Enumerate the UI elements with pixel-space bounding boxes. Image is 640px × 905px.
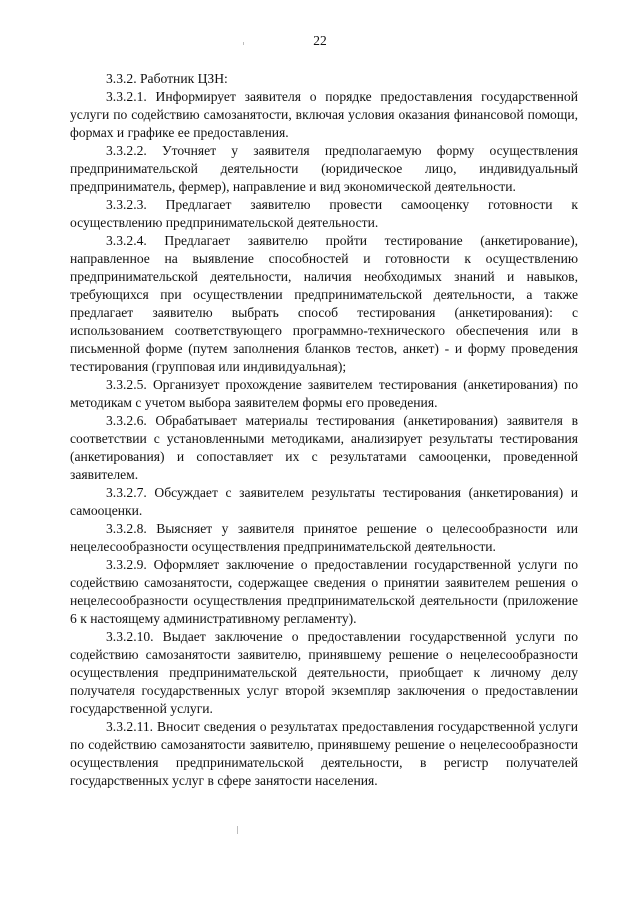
scan-speck-top <box>243 42 244 45</box>
paragraph-3-3-2-9: 3.3.2.9. Оформляет заключение о предоставлении государственной услуги по содействию самозанятости, содержащее сведения о принятии заявителем решения о нецелесообразности осуществления предпринимательской деятельности (приложение 6 к настоящему административному регламенту). <box>70 557 578 626</box>
paragraph-3-3-2-10: 3.3.2.10. Выдает заключение о предоставлении государственной услуги по содействию самозанятости заявителю, принявшему решение о нецелесообразности осуществления предпринимательской деятельности, приобщает к личному делу получателя государственных услуг второй экземпляр заключения о предоставлении государственной услуги. <box>70 629 578 716</box>
section-body <box>70 70 578 790</box>
paragraph-3-3-2-7: 3.3.2.7. Обсуждает с заявителем результаты тестирования (анкетирования) и самооценки. <box>70 485 578 518</box>
paragraph-3-3-2-8: 3.3.2.8. Выясняет у заявителя принятое решение о целесообразности или нецелесообразности осуществления предпринимательской деятельности. <box>70 521 578 554</box>
paragraph-3-3-2-5: 3.3.2.5. Организует прохождение заявителем тестирования (анкетирования) по методикам с учетом выбора заявителем формы его проведения. <box>70 377 578 410</box>
section-heading: 3.3.2. Работник ЦЗН: <box>106 71 228 86</box>
paragraph-3-3-2-4: 3.3.2.4. Предлагает заявителю пройти тестирование (анкетирование), направленное на выявление способностей и готовности к осуществлению предпринимательской деятельности, наличия необходимых знаний и навыков, требующихся при осуществлении предпринимательской деятельности, а также предлагает заявителю выбрать способ тестирования (анкетирования): с использованием соответствующего программно-технического обеспечения или в письменной форме (путем заполнения бланков тестов, анкет) - и форму проведения тестирования (групповая или индивидуальная); <box>70 233 578 374</box>
paragraph-3-3-2-2: 3.3.2.2. Уточняет у заявителя предполагаемую форму осуществления предпринимательской деятельности (юридическое лицо, индивидуальный предприниматель, фермер), направление и вид экономической деятельности. <box>70 143 578 194</box>
page-number: 22 <box>313 33 327 48</box>
paragraph-3-3-2-11: 3.3.2.11. Вносит сведения о результатах предоставления государственной услуги по содействию самозанятости заявителю, принявшему решение о нецелесообразности осуществления предпринимательской деятельности, в регистр получателей государственных услуг в сфере занятости населения. <box>70 719 578 788</box>
paragraph-3-3-2-1: 3.3.2.1. Информирует заявителя о порядке предоставления государственной услуги по содействию самозанятости, включая условия оказания финансовой помощи, формах и графике ее предоставления. <box>70 89 578 140</box>
scan-speck-bottom <box>237 826 238 834</box>
paragraph-3-3-2-6: 3.3.2.6. Обрабатывает материалы тестирования (анкетирования) заявителя в соответствии с установленными методиками, анализирует результаты тестирования (анкетирования) и сопоставляет их с результатами самооценки, проведенной заявителем. <box>70 413 578 482</box>
paragraph-3-3-2-3: 3.3.2.3. Предлагает заявителю провести самооценку готовности к осуществлению предпринимательской деятельности. <box>70 197 578 230</box>
